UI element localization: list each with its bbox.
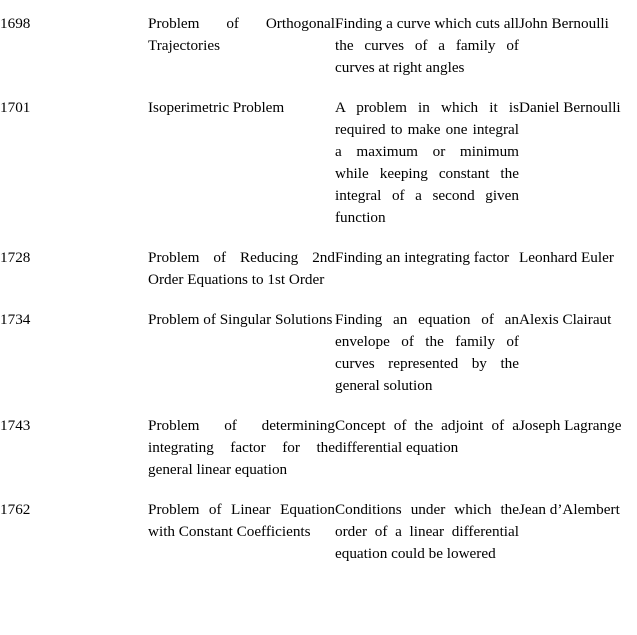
spacer-cell (335, 397, 519, 415)
table-top-spacer (0, 0, 637, 13)
row-spacer (0, 79, 637, 97)
cell-problem: Problem of Reducing 2nd Order Equations to 1st Order (148, 249, 335, 288)
cell-year: 1734 (0, 311, 31, 328)
cell-mathematician: Alexis Clairaut (519, 311, 612, 328)
cell-mathematician: Jean d’Alembert (519, 501, 620, 518)
cell-description: A problem in which it is required to make one integral a maximum or minimum while keeping constant the integral of a second given function (335, 99, 519, 226)
cell-problem: Problem of Orthogonal Trajectories (148, 15, 335, 54)
cell-mathematician: Joseph Lagrange (519, 417, 622, 434)
spacer-cell (0, 229, 148, 247)
spacer-cell (148, 229, 335, 247)
cell-problem: Problem of Singular Solutions (148, 311, 333, 328)
spacer-cell (519, 291, 637, 309)
cell-year: 1743 (0, 417, 31, 434)
spacer-cell (335, 79, 519, 97)
spacer-cell (519, 229, 637, 247)
spacer-cell (519, 0, 637, 13)
cell-description: Finding a curve which cuts all the curves of a family of curves at right angles (335, 15, 519, 76)
spacer-cell (335, 481, 519, 499)
cell-year: 1698 (0, 15, 31, 32)
cell-mathematician: Daniel Bernoulli (519, 99, 621, 116)
spacer-cell (148, 481, 335, 499)
cell-year: 1728 (0, 249, 31, 266)
cell-problem: Problem of determining integrating factor for the general linear equation (148, 417, 335, 478)
spacer-cell (148, 79, 335, 97)
spacer-cell (519, 79, 637, 97)
cell-problem: Problem of Linear Equation with Constant Coefficients (148, 501, 335, 540)
spacer-cell (0, 481, 148, 499)
cell-mathematician: John Bernoulli (519, 15, 609, 32)
cell-mathematician: Leonhard Euler (519, 249, 614, 266)
row-spacer (0, 291, 637, 309)
spacer-cell (335, 229, 519, 247)
spacer-cell (335, 291, 519, 309)
cell-year: 1762 (0, 501, 31, 518)
cell-description: Finding an integrating factor (335, 249, 510, 266)
table-row (0, 247, 637, 291)
row-spacer (0, 229, 637, 247)
spacer-cell (148, 291, 335, 309)
spacer-cell (0, 79, 148, 97)
cell-year: 1701 (0, 99, 31, 116)
spacer-cell (0, 397, 148, 415)
cell-description: Concept of the adjoint of a differential equation (335, 417, 519, 456)
spacer-cell (519, 481, 637, 499)
table-row (0, 13, 637, 79)
spacer-cell (0, 0, 148, 13)
row-spacer (0, 481, 637, 499)
row-spacer (0, 397, 637, 415)
cell-description: Conditions under which the order of a linear differential equation could be lowered (335, 501, 519, 562)
cell-description: Finding an equation of an envelope of the family of curves represented by the general solution (335, 311, 519, 394)
table-row (0, 415, 637, 481)
table-row (0, 309, 637, 397)
table-row (0, 499, 637, 565)
spacer-cell (335, 0, 519, 13)
spacer-cell (0, 291, 148, 309)
cell-problem: Isoperimetric Problem (148, 99, 285, 116)
spacer-cell (148, 397, 335, 415)
spacer-cell (519, 397, 637, 415)
table-row (0, 97, 637, 229)
spacer-cell (148, 0, 335, 13)
